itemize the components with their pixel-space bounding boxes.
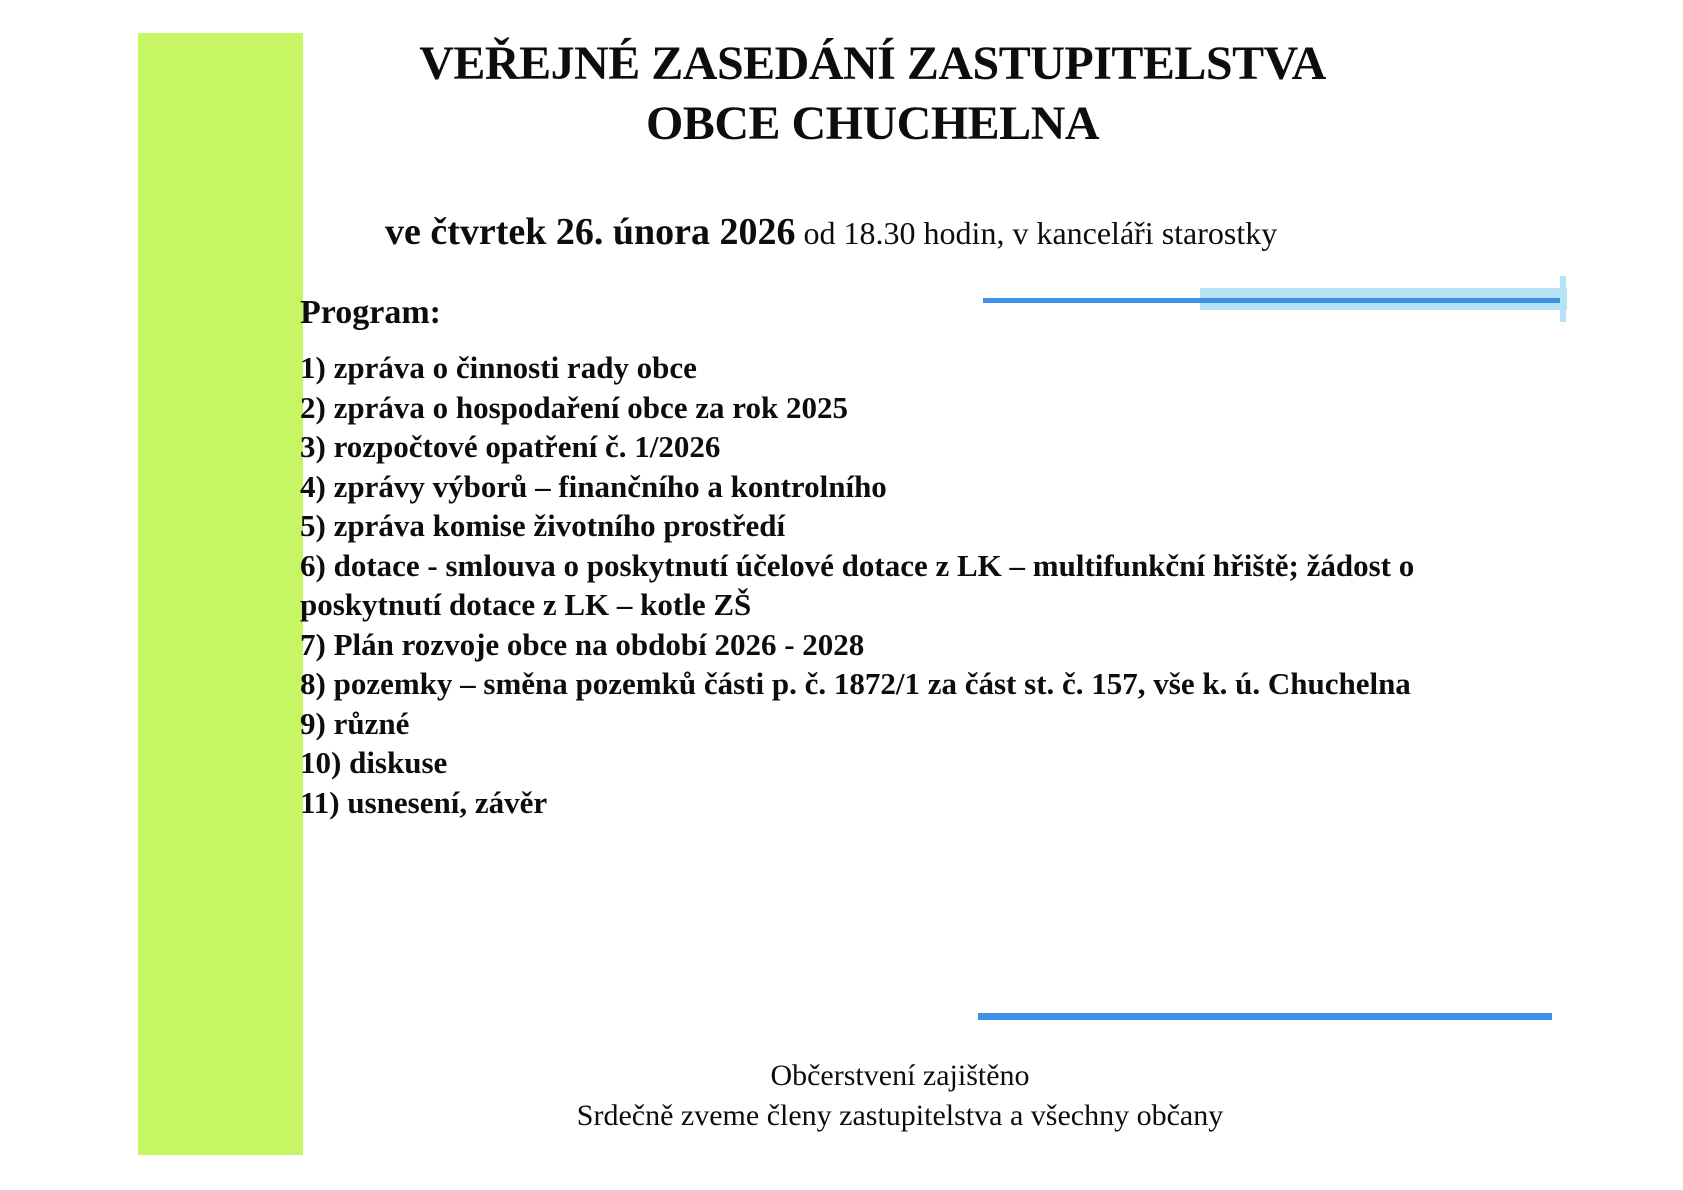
page-title-line2: OBCE CHUCHELNA bbox=[645, 97, 1100, 150]
program-item-9: 9) různé bbox=[300, 705, 410, 741]
footer-refreshments: Občerstvení zajištěno bbox=[770, 1059, 1030, 1092]
page-title-line1: VEŘEJNÉ ZASEDÁNÍ ZASTUPITELSTVA bbox=[419, 37, 1326, 90]
program-list bbox=[300, 348, 1545, 822]
bottom-horizontal-rule bbox=[978, 1013, 1552, 1020]
selection-cursor-tick bbox=[1560, 276, 1566, 322]
program-item-4: 4) zprávy výborů – finančního a kontrolního bbox=[300, 468, 887, 504]
program-item-10: 10) diskuse bbox=[300, 745, 448, 780]
program-item-7: 7) Plán rozvoje obce na období 2026 - 2028 bbox=[300, 626, 865, 662]
meeting-time-place: od 18.30 hodin, v kanceláři starostky bbox=[795, 215, 1278, 251]
program-item-5: 5) zpráva komise životního prostředí bbox=[300, 508, 786, 543]
meeting-date: ve čtvrtek 26. února 2026 bbox=[385, 211, 796, 253]
green-accent-bar bbox=[138, 33, 303, 1155]
footer-invitation: Srdečně zveme členy zastupitelstva a všechny občany bbox=[576, 1099, 1224, 1132]
top-horizontal-rule bbox=[983, 298, 1560, 303]
meeting-date-line bbox=[385, 210, 1585, 254]
page-title bbox=[275, 34, 1470, 154]
program-heading: Program: bbox=[300, 294, 441, 331]
program-item-3: 3) rozpočtové opatření č. 1/2026 bbox=[300, 429, 721, 464]
footer bbox=[295, 1056, 1505, 1136]
program-item-2: 2) zpráva o hospodaření obce za rok 2025 bbox=[300, 389, 848, 425]
program-item-8: 8) pozemky – směna pozemků části p. č. 1872/1 za část st. č. 157, vše k. ú. Chuchelna bbox=[300, 666, 1411, 701]
program-item-6: 6) dotace - smlouva o poskytnutí účelové dotace z LK – multifunkční hřiště; žádost o poskytnutí dotace z LK – kotle ZŠ bbox=[300, 547, 1415, 622]
program-item-11: 11) usnesení, závěr bbox=[300, 784, 548, 820]
program-item-1: 1) zpráva o činnosti rady obce bbox=[300, 350, 697, 385]
